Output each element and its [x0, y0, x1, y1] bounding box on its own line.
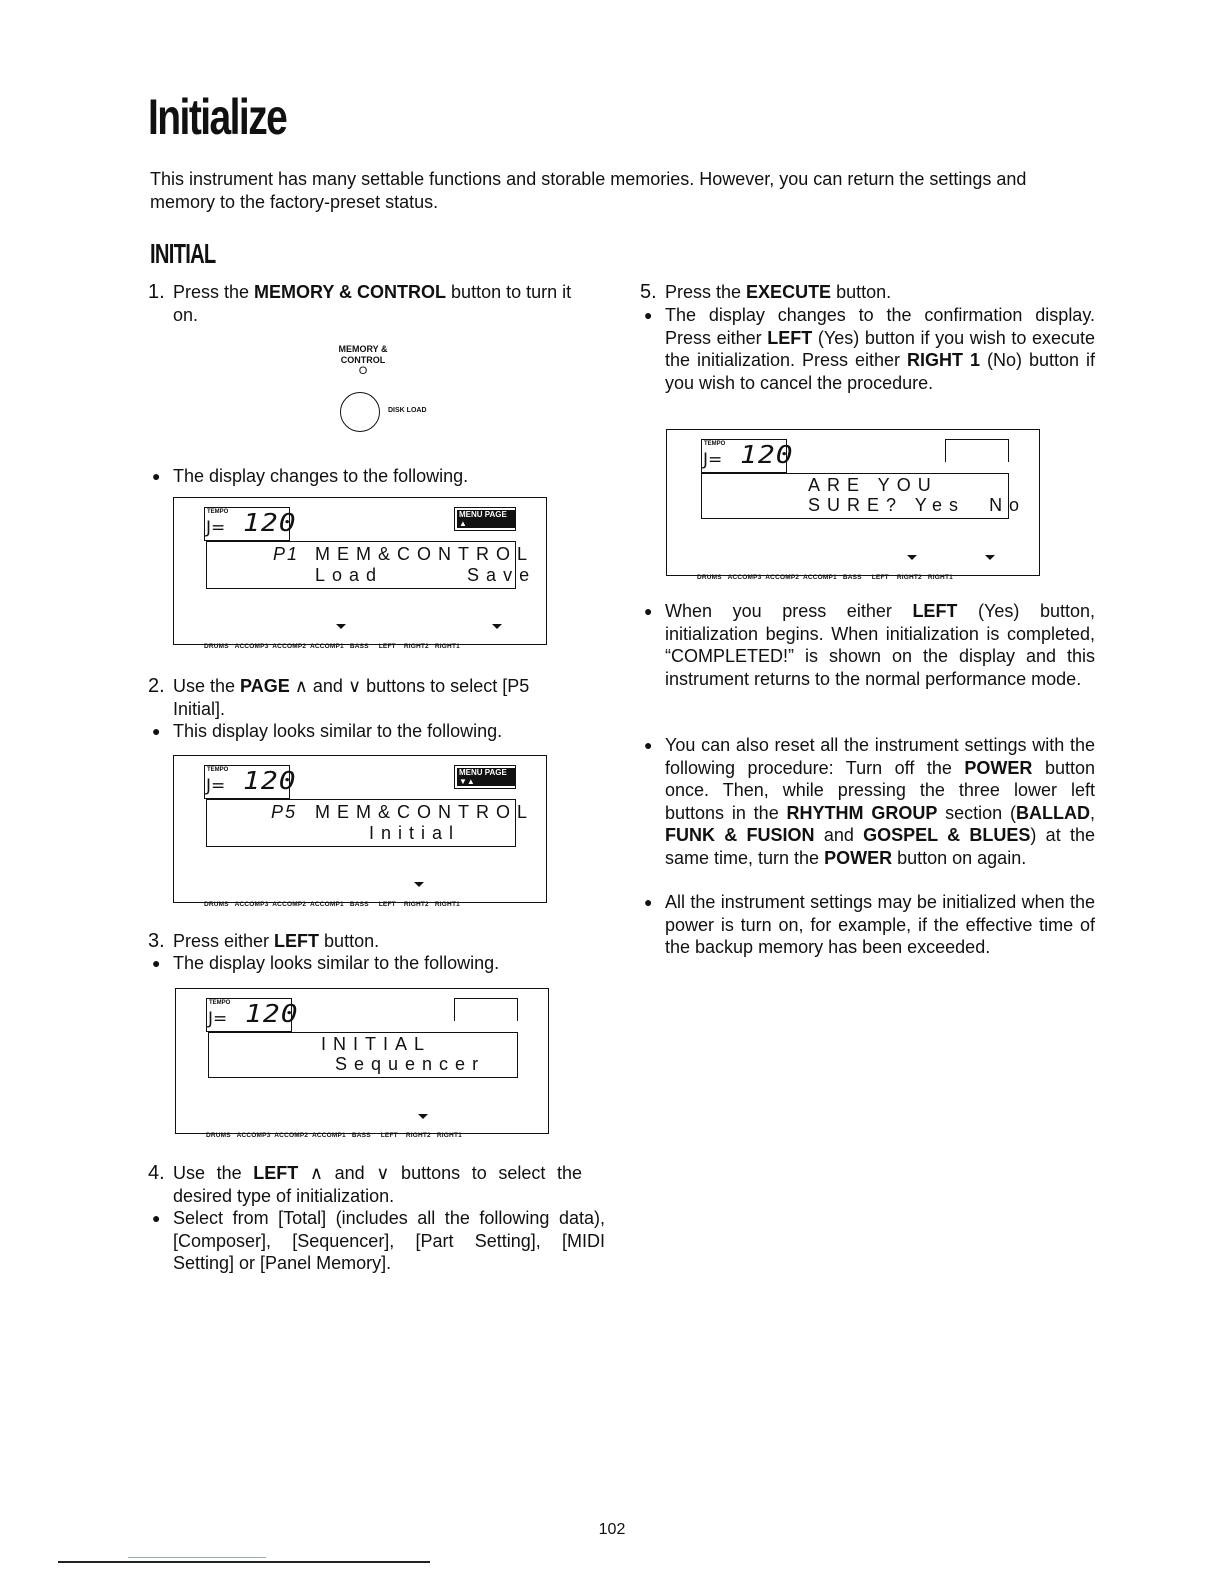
memory-control-button[interactable]: [340, 392, 380, 432]
bullet-6: ● When you press either LEFT (Yes) button, initialization begins. When initialization is completed, “COMPLETED!” is shown on the display and this instrument returns to the normal performance mode.: [644, 601, 1096, 689]
step-5: 5. Press the EXECUTE button.: [640, 281, 892, 303]
page-title: Initialize: [148, 89, 287, 145]
lcd-button-labels: DRUMS ACCOMP3 ACCOMP2 ACCOMP1 BASS LEFT RIGHT2 RIGHT1: [204, 901, 460, 908]
left-indicator-icon: [418, 1114, 428, 1119]
lcd-text-box: ARE YOU SURE? Yes No: [701, 473, 1009, 519]
right1-indicator-icon: [492, 624, 502, 629]
step-number: 1.: [148, 281, 165, 303]
lcd-display-1: [173, 497, 547, 650]
lcd-display-2: [173, 755, 547, 908]
left-indicator-icon: [336, 624, 346, 629]
step-2: 2. Use the PAGE ∧ and ∨ buttons to select [P5 Initial].: [148, 675, 530, 719]
footer-accent-rule: [128, 1557, 266, 1558]
menu-page-box: MENU PAGE ▲: [454, 507, 516, 531]
footer-rule: [58, 1561, 430, 1563]
lcd-button-labels: DRUMS ACCOMP3 ACCOMP2 ACCOMP1 BASS LEFT RIGHT2 RIGHT1: [204, 643, 460, 650]
bullet-3: ● The display looks similar to the following.: [152, 953, 500, 973]
lcd-button-labels: DRUMS ACCOMP3 ACCOMP2 ACCOMP1 BASS LEFT RIGHT2 RIGHT1: [206, 1132, 462, 1139]
bullet-1: ● The display changes to the following.: [152, 466, 469, 486]
menu-page-box: [454, 998, 518, 1021]
bullet-5: ● The display changes to the confirmation display. Press either LEFT (Yes) button if you wish to execute the initialization. Press either RIGHT 1 (No) button if you wish to cancel the procedure.: [644, 305, 1095, 393]
bullet-4: ● Select from [Total] (includes all the following data), [Composer], [Sequencer], [Part Setting], [MIDI Setting] or [Panel Memory].: [152, 1208, 605, 1273]
right1-indicator-icon: [985, 555, 995, 560]
section-heading: INITIAL: [150, 238, 216, 269]
tempo-box: TEMPO J= 120: [701, 439, 787, 473]
step-1: 1. Press the MEMORY & CONTROL button to turn it on.: [148, 281, 572, 325]
intro-paragraph: This instrument has many settable functions and storable memories. However, you can return the settings and memory to the factory-preset status.: [150, 169, 1027, 212]
disk-load-label: DISK LOAD: [388, 407, 427, 414]
left-indicator-icon: [907, 555, 917, 560]
lcd-display-3: [175, 988, 549, 1139]
step-3: 3. Press either LEFT button.: [148, 930, 380, 952]
lcd-text-box: P1 MEM&CONTROL Load Save: [206, 541, 516, 589]
lcd-text-box: INITIAL Sequencer: [208, 1032, 518, 1078]
lcd-button-labels: DRUMS ACCOMP3 ACCOMP2 ACCOMP1 BASS LEFT RIGHT2 RIGHT1: [697, 574, 953, 581]
menu-page-box: [945, 439, 1009, 462]
menu-page-box: MENU PAGE ▼▲: [454, 765, 516, 789]
bullet-7: ● You can also reset all the instrument settings with the following procedure: Turn off the POWER button once. Then, while pressing the three lower left buttons in the RHYTHM GROUP section (BALLAD, FUNK & FUSION and GOSPEL & BLUES) at the same time, turn the POWER button on again.: [644, 735, 1096, 868]
bullet-8: ● All the instrument settings may be initialized when the power is turn on, for example, if the effective time of the backup memory has been exceeded.: [644, 892, 1095, 957]
memory-control-button-figure: MEMORY & CONTROL O DISK LOAD: [318, 344, 408, 377]
lcd-display-4: [666, 429, 1040, 581]
step-4: 4. Use the LEFT ∧ and ∨ buttons to select the desired type of initialization.: [148, 1162, 582, 1206]
tempo-box: TEMPO J= 120: [204, 507, 290, 541]
left-indicator-icon: [414, 882, 424, 887]
page-number: 102: [598, 1521, 626, 1538]
bullet-2: ● This display looks similar to the following.: [152, 721, 503, 741]
lcd-text-box: P5 MEM&CONTROL Initial: [206, 799, 516, 847]
tempo-box: TEMPO J= 120: [204, 765, 290, 799]
tempo-box: TEMPO J= 120: [206, 998, 292, 1032]
